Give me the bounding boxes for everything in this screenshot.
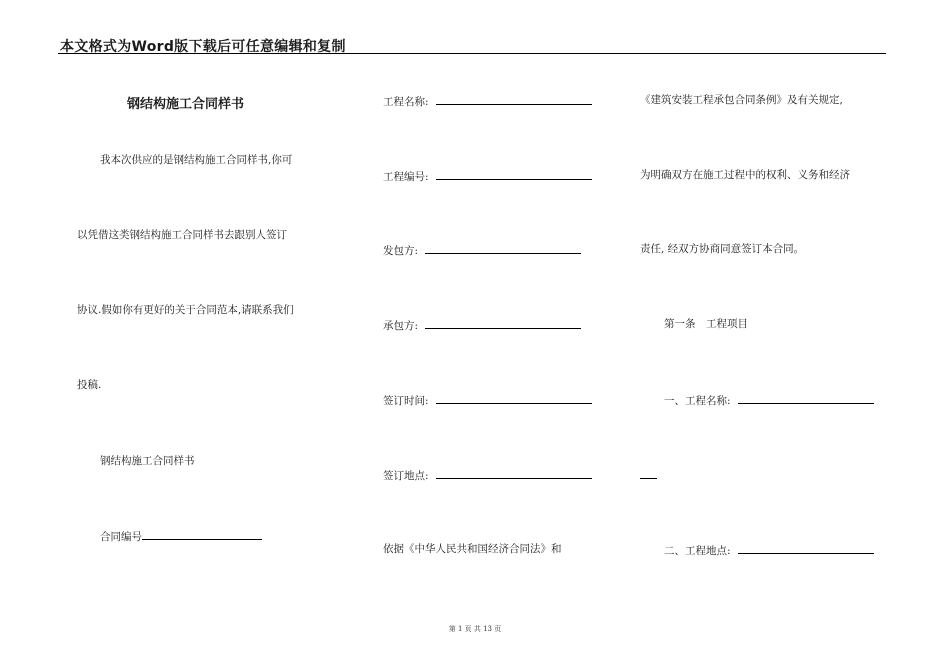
contractor-blank (425, 318, 581, 329)
contract-number-label: 合同编号 (100, 531, 142, 543)
item1-label: 一、工程名称: (664, 395, 731, 407)
sign-place-row (383, 468, 592, 482)
project-name-blank (436, 94, 592, 105)
item1-blank-continued (640, 468, 657, 482)
sign-place-blank (436, 468, 592, 479)
document-header-title: 本文格式为Word版下载后可任意编辑和复制 (60, 39, 346, 55)
project-name-label: 工程名称: (383, 96, 429, 108)
item1-blank (738, 393, 874, 404)
employer-label: 发包方: (383, 245, 419, 257)
project-number-blank (436, 169, 592, 180)
employer-blank (425, 243, 581, 254)
sign-date-blank (436, 393, 592, 404)
basis-line: 依据《中华人民共和国经济合同法》和 (383, 543, 562, 555)
contract-number-blank (142, 529, 262, 540)
item1-row (664, 393, 874, 407)
contract-title: 钢结构施工合同样书 (127, 97, 245, 112)
item2-blank (738, 543, 874, 554)
article-1-heading: 第一条 工程项目 (664, 318, 748, 330)
sign-date-label: 签订时间: (383, 395, 429, 407)
page-footer: 第 1 页 共 13 页 (448, 625, 502, 633)
regulation-line-1: 《建筑安装工程承包合同条例》及有关规定, (640, 94, 843, 106)
intro-line-1: 我本次供应的是钢结构施工合同样书,你可 (100, 154, 293, 166)
regulation-line-2: 为明确双方在施工过程中的权利、义务和经济 (640, 169, 850, 181)
item1-blank-wrap (640, 468, 657, 479)
project-number-label: 工程编号: (383, 171, 429, 183)
contractor-row (383, 318, 581, 332)
project-number-row (383, 169, 592, 183)
contractor-label: 承包方: (383, 320, 419, 332)
sign-place-label: 签订地点: (383, 470, 429, 482)
item2-label: 二、工程地点: (664, 545, 731, 557)
employer-row (383, 243, 581, 257)
sign-date-row (383, 393, 592, 407)
intro-line-2: 以凭借这类钢结构施工合同样书去跟别人签订 (77, 229, 287, 241)
intro-line-3: 协议.假如你有更好的关于合同范本,请联系我们 (77, 304, 294, 316)
regulation-line-3: 责任, 经双方协商同意签订本合同。 (640, 243, 805, 255)
header-divider (58, 53, 886, 54)
contract-subtitle: 钢结构施工合同样书 (100, 455, 195, 467)
contract-number-row (100, 529, 262, 543)
intro-line-4: 投稿. (77, 379, 102, 391)
project-name-row (383, 94, 592, 108)
item2-row (664, 543, 874, 557)
